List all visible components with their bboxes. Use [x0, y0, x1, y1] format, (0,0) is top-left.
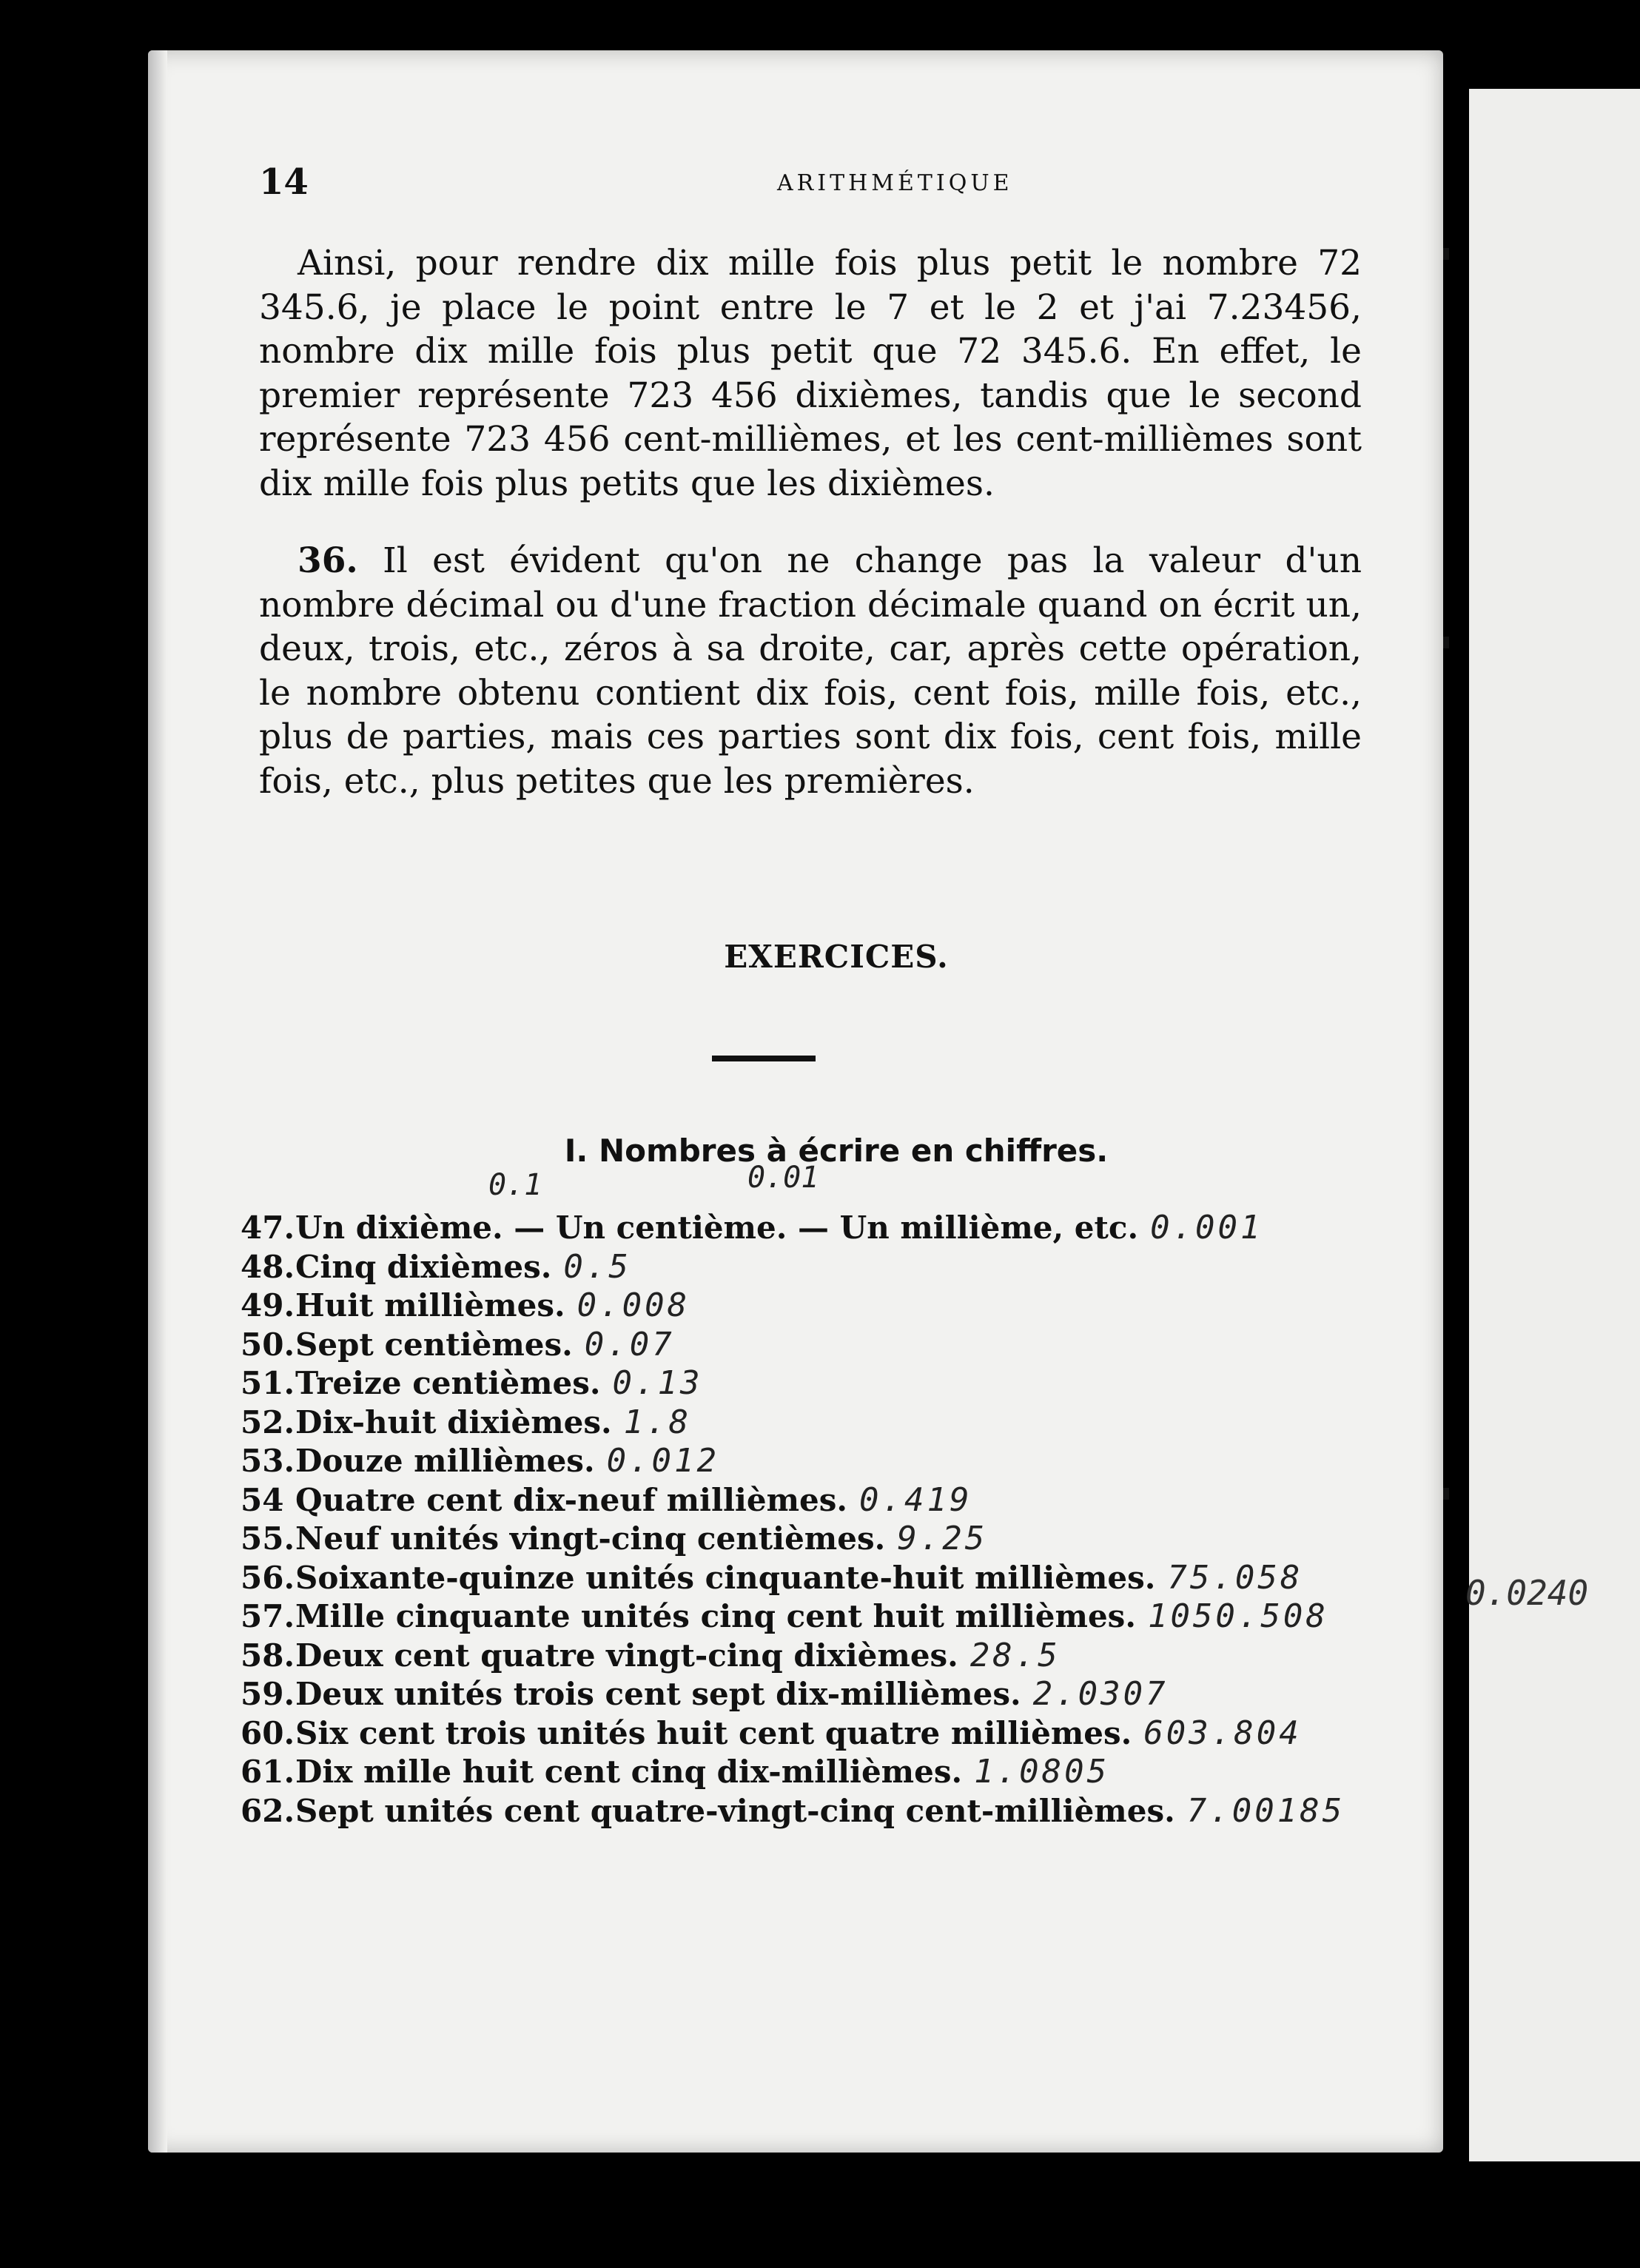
exercise-item — [241, 1792, 1425, 1831]
exercise-item — [241, 1520, 1425, 1559]
exercise-text: Un dixième. — Un centième. — Un millième, etc. — [295, 1210, 1139, 1246]
book-page — [148, 50, 1443, 2153]
exercise-number: 54 — [241, 1481, 284, 1518]
handwritten-answer: 0.012 — [606, 1442, 720, 1480]
exercise-text: Cinq dixièmes. — [295, 1248, 552, 1285]
exercise-number: 47. — [241, 1210, 295, 1246]
exercise-text: Huit millièmes. — [295, 1287, 565, 1323]
exercise-number: 55. — [241, 1520, 295, 1557]
exercise-text: Mille cinquante unités cinq cent huit millièmes. — [295, 1598, 1136, 1634]
paragraph-36 — [259, 539, 1362, 803]
exercise-number: 62. — [241, 1792, 295, 1829]
exercise-text: Treize centièmes. — [295, 1365, 601, 1401]
exercise-item — [241, 1209, 1425, 1248]
exercise-text: Neuf unités vingt-cinq centièmes. — [295, 1520, 886, 1557]
exercise-item — [241, 1248, 1425, 1287]
exercise-number: 50. — [241, 1326, 295, 1363]
facing-page — [1469, 89, 1640, 2161]
section-rule — [712, 1056, 816, 1061]
handwritten-answer: 9.25 — [897, 1520, 988, 1557]
handwritten-answer: 0.07 — [584, 1325, 675, 1363]
exercise-text: Douze millièmes. — [295, 1443, 595, 1479]
paragraph-text: Il est évident qu'on ne change pas la valeur d'un nombre décimal ou d'une fraction décimale quand on écrit un, deux, trois, etc., zéros à sa droite, car, après cette opération, le nombre obtenu contient dix fois, cent fois, mille fois, etc., plus de parties, mais ces parties sont dix fois, cent fois, mille fois, etc., plus petites que les premières. — [259, 540, 1362, 802]
page-number: 14 — [259, 161, 309, 203]
body-paragraph — [259, 539, 1362, 803]
exercise-text: Sept unités cent quatre-vingt-cinq cent-millièmes. — [295, 1792, 1175, 1829]
exercise-item — [241, 1403, 1425, 1443]
exercise-text: Six cent trois unités huit cent quatre millièmes. — [295, 1714, 1132, 1751]
handwritten-annotation: 0.1 — [488, 1168, 542, 1202]
handwritten-answer: 603.804 — [1143, 1714, 1302, 1752]
exercise-number: 60. — [241, 1714, 295, 1751]
paragraph-35-continuation — [259, 241, 1362, 506]
exercise-item — [241, 1326, 1425, 1365]
exercise-list — [241, 1209, 1425, 1831]
exercise-number: 52. — [241, 1403, 295, 1440]
handwritten-answer: 28.5 — [969, 1636, 1061, 1674]
exercise-number: 61. — [241, 1754, 295, 1790]
exercise-text: Dix mille huit cent cinq dix-millièmes. — [295, 1754, 963, 1790]
exercise-item — [241, 1675, 1425, 1714]
body-paragraph: Ainsi, pour rendre dix mille fois plus petit le nombre 72 345.6, je place le point entre le 7 et le 2 et j'ai 7.23456, nombre dix mille fois plus petit que 72 345.6. En effet, le premier représente 723 456 dixièmes, tandis que le second représente 723 456 cent-millièmes, et les cent-millièmes sont dix mille fois plus petits que les dixièmes. — [259, 243, 1362, 504]
subsection-title: I. Nombres à écrire en chiffres. — [564, 1133, 1109, 1169]
exercise-text: Soixante-quinze unités cinquante-huit millièmes. — [295, 1559, 1156, 1596]
exercise-text: Deux cent quatre vingt-cinq dixièmes. — [295, 1637, 958, 1674]
handwritten-answer: 0.5 — [563, 1247, 631, 1286]
exercise-number: 51. — [241, 1365, 295, 1401]
exercise-item — [241, 1286, 1425, 1326]
margin-handwritten-note: 0.0240 — [1465, 1573, 1589, 1613]
exercise-number: 49. — [241, 1287, 295, 1323]
handwritten-answer: 1.0805 — [974, 1753, 1110, 1791]
handwritten-answer: 1.8 — [623, 1403, 692, 1441]
section-title: EXERCICES. — [724, 939, 949, 975]
exercise-text: Dix-huit dixièmes. — [295, 1403, 612, 1440]
exercise-number: 58. — [241, 1637, 295, 1674]
exercise-item — [241, 1442, 1425, 1481]
paragraph-number: 36. — [298, 540, 358, 581]
exercise-text: Sept centièmes. — [295, 1326, 573, 1363]
exercise-number: 53. — [241, 1443, 295, 1479]
exercise-item — [241, 1481, 1425, 1520]
handwritten-answer: 1050.508 — [1147, 1597, 1328, 1635]
handwritten-answer: 2.0307 — [1032, 1675, 1169, 1713]
exercise-number: 56. — [241, 1559, 295, 1596]
handwritten-answer: 0.13 — [612, 1364, 703, 1402]
running-title: ARITHMÉTIQUE — [777, 170, 1013, 196]
handwritten-answer: 0.419 — [859, 1480, 972, 1519]
handwritten-answer: 7.00185 — [1186, 1791, 1345, 1830]
exercise-text: Quatre cent dix-neuf millièmes. — [295, 1481, 848, 1518]
handwritten-answer: 0.001 — [1150, 1209, 1263, 1247]
exercise-item — [241, 1364, 1425, 1403]
exercise-number: 59. — [241, 1676, 295, 1712]
exercise-number: 57. — [241, 1598, 295, 1634]
handwritten-annotation: 0.01 — [747, 1161, 819, 1195]
exercise-item — [241, 1597, 1425, 1637]
exercise-number: 48. — [241, 1248, 295, 1285]
page-header — [259, 161, 1354, 206]
exercise-item — [241, 1753, 1425, 1792]
exercise-item — [241, 1559, 1425, 1598]
handwritten-answer: 0.008 — [577, 1286, 690, 1324]
handwritten-answer: 75.058 — [1167, 1558, 1303, 1597]
exercise-item — [241, 1714, 1425, 1754]
exercise-item — [241, 1637, 1425, 1676]
exercise-text: Deux unités trois cent sept dix-millièmes. — [295, 1676, 1021, 1712]
